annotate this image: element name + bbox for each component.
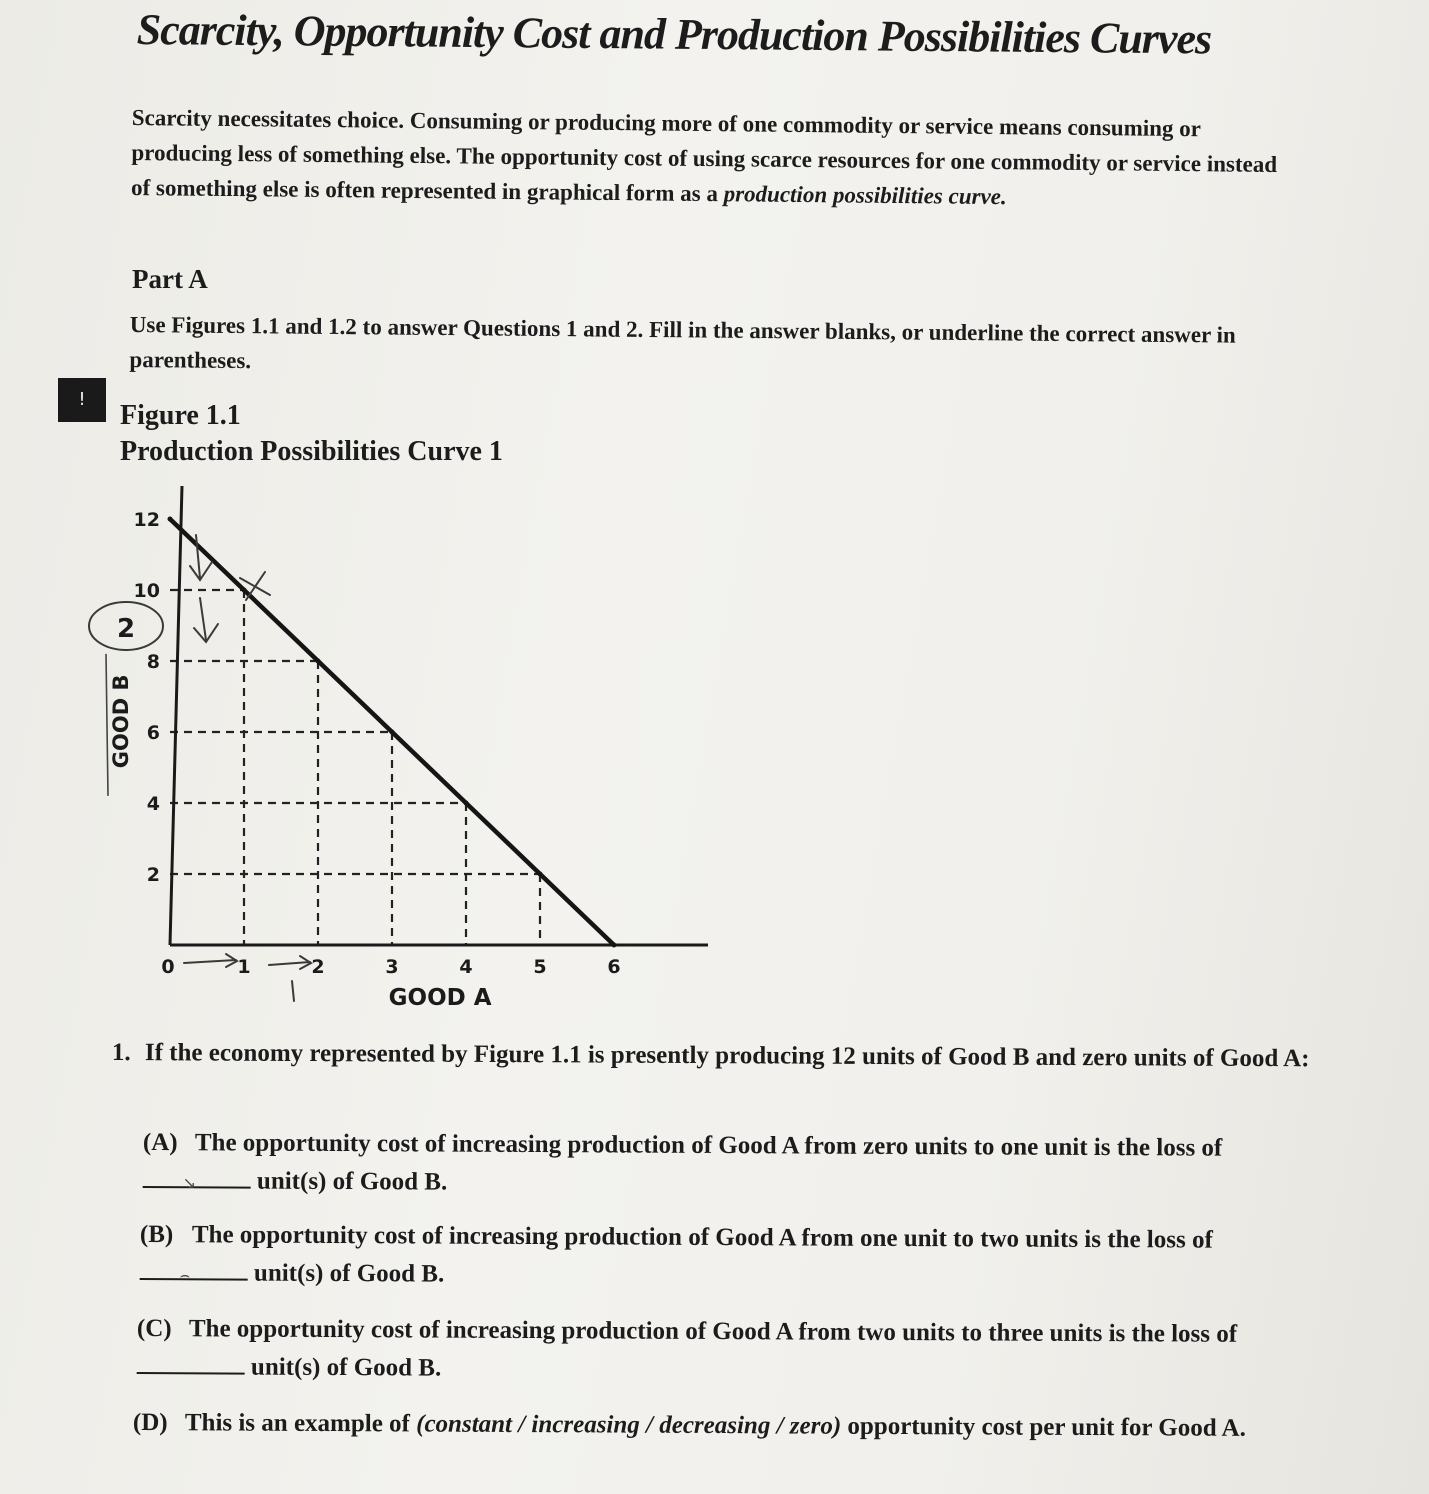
pencil-mark-a: ↘: [182, 1173, 197, 1193]
chart-axes: [170, 486, 708, 945]
y-axis-label: GOOD B: [109, 674, 133, 769]
x-tick-label: 3: [385, 956, 399, 978]
part-label: (D): [132, 1408, 168, 1437]
intro-text: Scarcity necessitates choice. Consuming or producing more of one commodity or service means consuming or producing less of something else. The opportunity cost of using scarce resources for one commodity or service instead of something else is often represented in graphical form as a: [130, 104, 1278, 207]
chart-guides: [170, 590, 540, 945]
curve-point: [168, 517, 173, 522]
answer-blank-b[interactable]: [140, 1256, 248, 1285]
margin-marker-icon: !: [58, 378, 106, 422]
question-stem: If the economy represented by Figure 1.1 is presently producing 12 units of Good B and zero units of Good A:: [144, 1039, 1310, 1073]
part-label: (A): [142, 1128, 178, 1157]
page-title: Scarcity, Opportunity Cost and Production Possibilities Curves: [136, 4, 1212, 64]
figure-caption: Production Possibilities Curve 1: [120, 436, 503, 467]
answer-blank-c[interactable]: [137, 1350, 245, 1375]
y-tick-label: 10: [133, 580, 160, 602]
part-text: The opportunity cost of increasing production of Good A from two units to three units is the loss of: [188, 1315, 1238, 1348]
part-text: The opportunity cost of increasing production of Good A from zero units to one unit is the loss of: [194, 1129, 1223, 1162]
part-label: (B): [139, 1220, 174, 1249]
curve-point: [464, 801, 469, 806]
question-number: 1.: [111, 1038, 131, 1067]
right-arrow-icon: [184, 954, 237, 967]
part-text-after: unit(s) of Good B.: [250, 1353, 442, 1382]
y-tick-label: 4: [146, 793, 160, 815]
right-arrow-icon: [269, 956, 311, 969]
curve-point: [242, 588, 247, 593]
x-tick-label: 6: [607, 956, 621, 978]
pencil-mark-b: ⌢: [179, 1265, 191, 1285]
y-tick-label: 8: [146, 651, 160, 673]
answer-blank-a[interactable]: [143, 1164, 251, 1193]
curve-point: [538, 872, 543, 877]
question-1a: [143, 1124, 1293, 1206]
y-tick-label: 2: [146, 864, 160, 886]
part-text: This is an example of: [184, 1409, 411, 1438]
pencil-underline-mark: [106, 654, 108, 796]
answer-options[interactable]: (constant / increasing / decreasing / zero): [416, 1410, 842, 1440]
x-tick-label: 4: [459, 956, 473, 978]
x-axis-label: GOOD A: [388, 985, 492, 1011]
curve-point: [390, 730, 395, 735]
x-tick-label: 0: [161, 956, 175, 978]
x-tick-label: 2: [311, 956, 325, 978]
circled-number: 2: [117, 614, 136, 644]
down-arrow-icon: [194, 598, 218, 642]
pencil-tick-mark: [292, 981, 294, 1001]
part-text-after: unit(s) of Good B.: [253, 1259, 445, 1288]
part-text-after: unit(s) of Good B.: [256, 1167, 448, 1196]
y-axis: [170, 486, 182, 945]
curve-point: [316, 659, 321, 664]
part-text-after: opportunity cost per unit for Good A.: [847, 1412, 1246, 1442]
x-tick-label: 1: [237, 956, 251, 978]
question-1d: [133, 1404, 1283, 1448]
x-tick-label: 5: [533, 956, 547, 978]
part-label: (C): [136, 1314, 172, 1343]
y-tick-label: 6: [146, 722, 160, 744]
curve-point: [612, 943, 617, 948]
intro-emphasis: production possibilities curve.: [723, 181, 1007, 210]
chart-ticks: [134, 509, 621, 978]
part-a-instructions: Use Figures 1.1 and 1.2 to answer Questions 1 and 2. Fill in the answer blanks, or underline the correct answer in parentheses.: [129, 311, 1236, 374]
question-1c: [137, 1310, 1287, 1392]
part-text: The opportunity cost of increasing production of Good A from one unit to two units is the loss of: [191, 1221, 1213, 1254]
chart-curve: [168, 517, 617, 948]
part-a-heading: Part A: [132, 264, 208, 294]
figure-number: Figure 1.1: [120, 400, 241, 431]
question-1: [112, 1034, 1322, 1078]
question-1b: [140, 1216, 1290, 1298]
y-tick-label: 12: [133, 509, 160, 531]
